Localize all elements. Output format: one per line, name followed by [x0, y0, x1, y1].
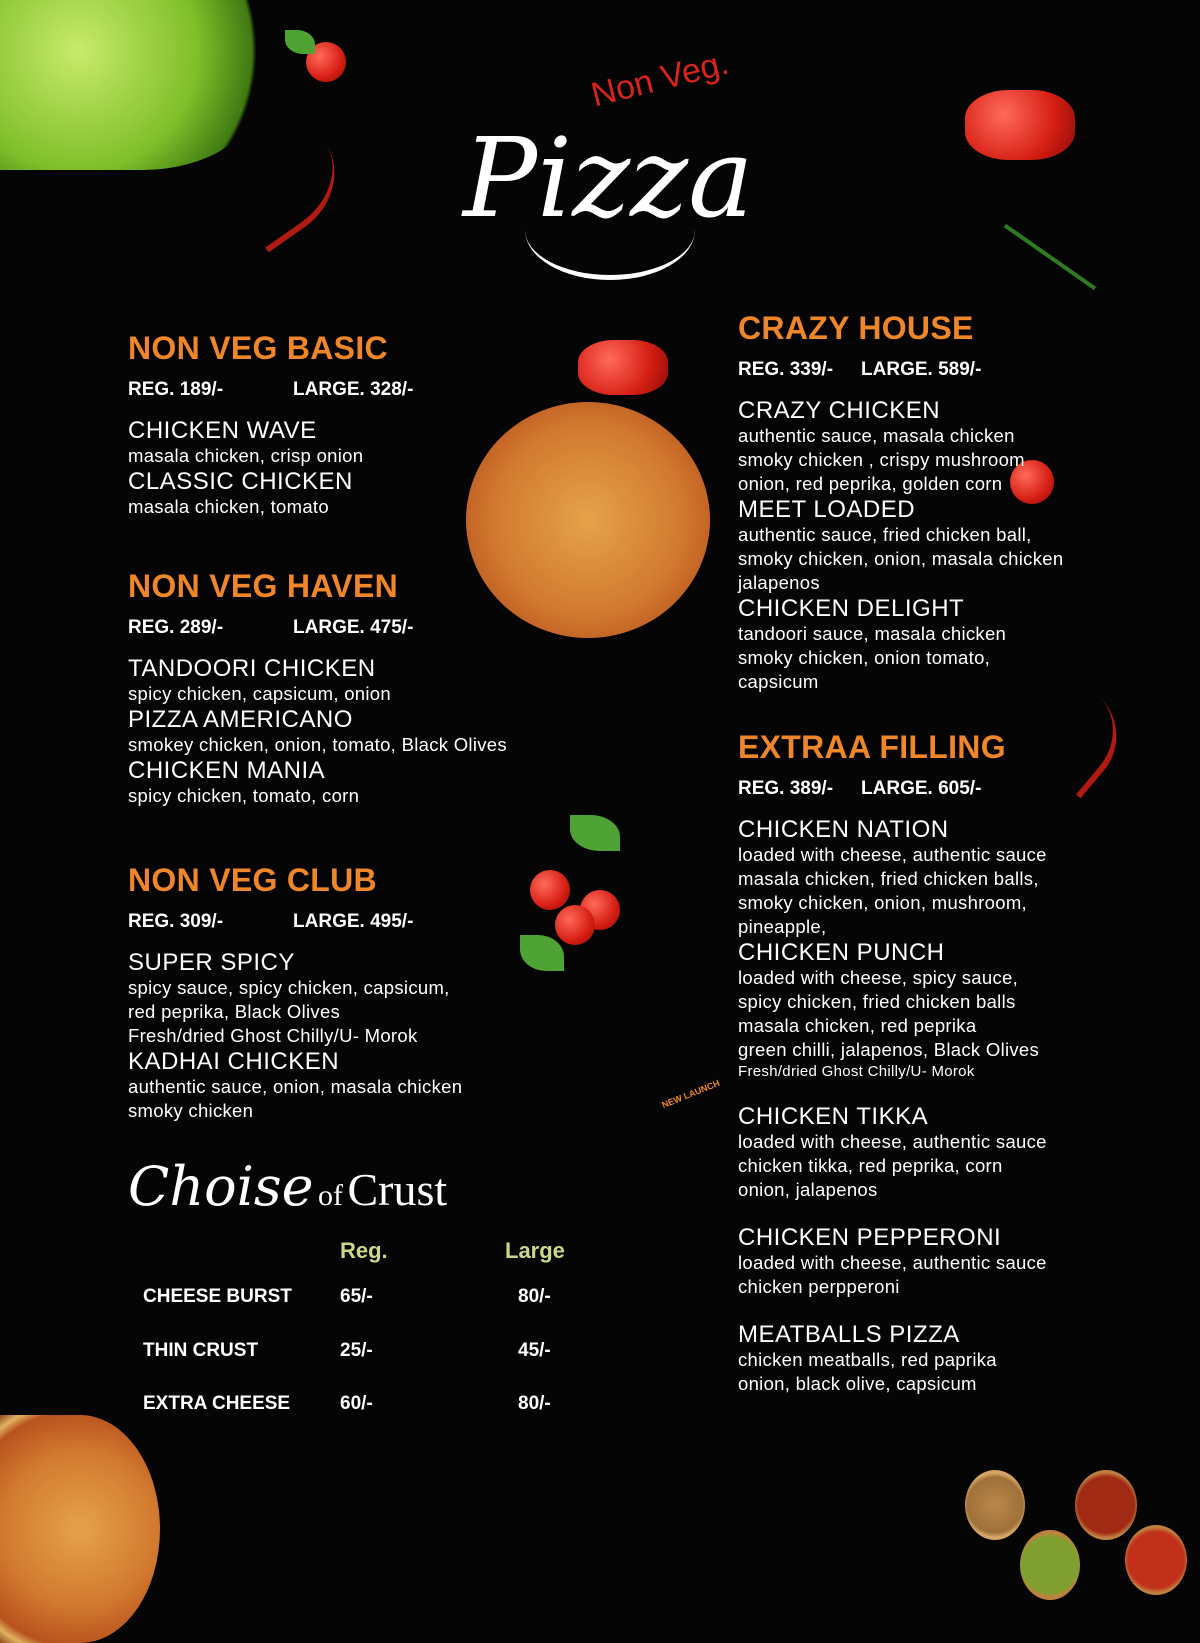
price-row — [128, 617, 578, 639]
menu-item — [128, 706, 578, 757]
crust-name: EXTRA CHEESE — [143, 1393, 291, 1414]
item-description: loaded with cheese, authentic sauce — [738, 1252, 1047, 1273]
section-crazy-house — [738, 310, 1178, 694]
menu-item — [738, 1224, 1178, 1299]
item-description: capsicum — [738, 671, 819, 692]
crust-reg-price: 25/- — [340, 1340, 373, 1361]
item-name: CHICKEN DELIGHT — [738, 595, 965, 622]
bell-pepper-image — [965, 90, 1075, 160]
item-description: authentic sauce, masala chicken — [738, 425, 1015, 446]
logo-arc — [525, 180, 695, 280]
menu-item — [128, 417, 578, 468]
regular-price: REG. 189/- — [128, 379, 224, 400]
item-description: masala chicken, fried chicken balls, — [738, 868, 1039, 889]
crust-col-reg: Reg. — [340, 1238, 388, 1263]
section-non-veg-basic — [128, 330, 578, 519]
spice-spoon-image — [965, 1470, 1025, 1540]
item-description: jalapenos — [738, 572, 820, 593]
spice-spoon-image — [1075, 1470, 1137, 1540]
menu-item — [738, 397, 1178, 496]
large-price: LARGE. 495/- — [293, 911, 414, 932]
item-description: green chilli, jalapenos, Black Olives — [738, 1039, 1040, 1060]
price-row — [128, 379, 578, 401]
crust-reg-price: 65/- — [340, 1286, 373, 1307]
crust-title — [128, 1155, 447, 1218]
section-heading: NON VEG CLUB — [128, 862, 377, 898]
menu-item — [738, 595, 1178, 694]
item-description: red peprika, Black Olives — [128, 1001, 341, 1022]
crust-title-of: of — [318, 1179, 343, 1212]
item-description: Fresh/dried Ghost Chilly/U- Morok — [128, 1025, 418, 1046]
regular-price: REG. 289/- — [128, 617, 224, 638]
item-name: CHICKEN PEPPERONI — [738, 1224, 1002, 1251]
item-description: onion, black olive, capsicum — [738, 1373, 977, 1394]
basil-leaf-image — [570, 815, 620, 851]
menu-item — [738, 939, 1178, 1081]
item-note: Fresh/dried Ghost Chilly/U- Morok — [738, 1063, 975, 1080]
price-row — [738, 359, 1178, 381]
crust-reg-price: 60/- — [340, 1393, 373, 1414]
item-name: CHICKEN TIKKA — [738, 1103, 929, 1130]
menu-item — [660, 1077, 1178, 1202]
item-description: smoky chicken, onion, masala chicken — [738, 548, 1064, 569]
item-description: tandoori sauce, masala chicken — [738, 623, 1007, 644]
rosemary-image — [1004, 224, 1096, 290]
item-description: loaded with cheese, authentic sauce — [738, 844, 1047, 865]
large-price: LARGE. 475/- — [293, 617, 414, 638]
item-description: pineapple, — [738, 916, 827, 937]
item-name: CHICKEN WAVE — [128, 417, 317, 444]
item-description: smoky chicken, onion tomato, — [738, 647, 991, 668]
menu-item — [128, 468, 578, 519]
item-description: smokey chicken, onion, tomato, Black Olives — [128, 734, 507, 755]
item-name: CHICKEN NATION — [738, 816, 949, 843]
item-description: smoky chicken , crispy mushroom — [738, 449, 1025, 470]
menu-item — [128, 949, 578, 1048]
basil-leaf-image — [285, 30, 315, 54]
item-description: smoky chicken, onion, mushroom, — [738, 892, 1027, 913]
regular-price: REG. 339/- — [738, 359, 834, 380]
item-name: CHICKEN PUNCH — [738, 939, 945, 966]
large-price: LARGE. 605/- — [861, 778, 982, 799]
item-name: KADHAI CHICKEN — [128, 1048, 340, 1075]
crust-title-rest: Crust — [347, 1164, 448, 1215]
spice-spoon-image — [1020, 1530, 1080, 1600]
item-name: TANDOORI CHICKEN — [128, 655, 376, 682]
logo — [455, 43, 755, 290]
menu-item — [738, 816, 1178, 939]
crust-title-script: Choise — [128, 1155, 314, 1218]
item-description: spicy chicken, capsicum, onion — [128, 683, 391, 704]
section-non-veg-club — [128, 862, 578, 1123]
large-price: LARGE. 589/- — [861, 359, 982, 380]
item-description: onion, jalapenos — [738, 1179, 878, 1200]
item-description: spicy chicken, fried chicken balls — [738, 991, 1016, 1012]
item-description: spicy chicken, tomato, corn — [128, 785, 360, 806]
item-description: authentic sauce, fried chicken ball, — [738, 524, 1032, 545]
item-description: spicy sauce, spicy chicken, capsicum, — [128, 977, 450, 998]
section-heading: EXTRAA FILLING — [738, 729, 1006, 765]
menu-item — [738, 1321, 1178, 1396]
crust-name: CHEESE BURST — [143, 1286, 292, 1307]
new-launch-badge: NEW LAUNCH — [660, 1077, 722, 1111]
item-description: masala chicken, crisp onion — [128, 445, 364, 466]
item-name: CRAZY CHICKEN — [738, 397, 941, 424]
spice-spoon-image — [1125, 1525, 1187, 1595]
menu-item — [128, 655, 578, 706]
lettuce-image — [0, 0, 260, 170]
item-description: masala chicken, tomato — [128, 496, 329, 517]
item-description: authentic sauce, onion, masala chicken — [128, 1076, 463, 1097]
price-row — [128, 911, 578, 933]
menu-item — [128, 1048, 578, 1123]
regular-price: REG. 309/- — [128, 911, 224, 932]
item-description: chicken meatballs, red paprika — [738, 1349, 997, 1370]
item-name: CHICKEN MANIA — [128, 757, 326, 784]
crust-large-price: 45/- — [518, 1340, 551, 1361]
section-extraa-filling — [660, 729, 1178, 1396]
bell-pepper-image — [578, 340, 668, 395]
logo-subtitle: Non Veg. — [587, 43, 733, 115]
item-name: MEET LOADED — [738, 496, 916, 523]
item-description: masala chicken, red peprika — [738, 1015, 977, 1036]
item-description: smoky chicken — [128, 1100, 254, 1121]
menu-item — [128, 757, 578, 808]
crust-col-large: Large — [505, 1238, 565, 1263]
crust-large-price: 80/- — [518, 1286, 551, 1307]
item-name: PIZZA AMERICANO — [128, 706, 353, 733]
item-name: MEATBALLS PIZZA — [738, 1321, 960, 1348]
item-name: SUPER SPICY — [128, 949, 295, 976]
item-description: onion, red peprika, golden corn — [738, 473, 1003, 494]
price-row — [738, 778, 1178, 800]
item-name: CLASSIC CHICKEN — [128, 468, 353, 495]
section-non-veg-haven — [128, 568, 578, 808]
pizza-image — [0, 1415, 160, 1643]
logo-title: Pizza — [463, 114, 754, 242]
section-heading: NON VEG BASIC — [128, 330, 388, 366]
section-heading: NON VEG HAVEN — [128, 568, 399, 604]
item-description: loaded with cheese, spicy sauce, — [738, 967, 1019, 988]
section-heading: CRAZY HOUSE — [738, 310, 974, 346]
crust-name: THIN CRUST — [143, 1340, 259, 1361]
item-description: loaded with cheese, authentic sauce — [738, 1131, 1047, 1152]
item-description: chicken tikka, red peprika, corn — [738, 1155, 1003, 1176]
crust-large-price: 80/- — [518, 1393, 551, 1414]
large-price: LARGE. 328/- — [293, 379, 414, 400]
regular-price: REG. 389/- — [738, 778, 834, 799]
menu-item — [738, 496, 1178, 595]
item-description: chicken perpperoni — [738, 1276, 900, 1297]
